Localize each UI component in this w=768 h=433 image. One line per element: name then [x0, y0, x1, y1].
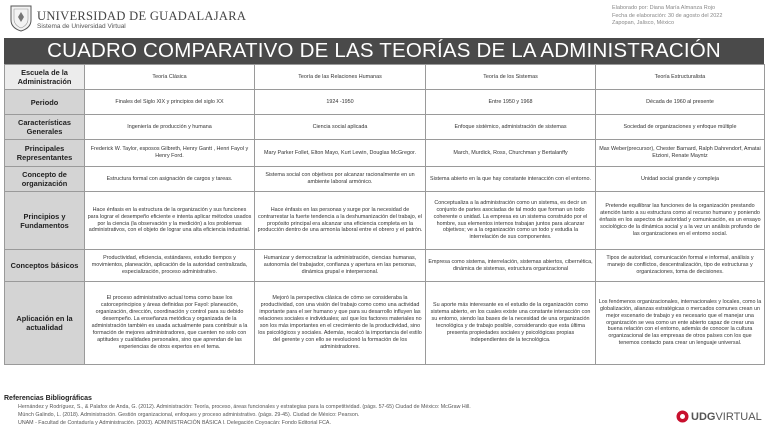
row-header: Conceptos básicos	[5, 250, 85, 282]
table-cell: Mary Parker Follet, Elton Mayo, Kurt Lewin, Douglas McGregor.	[255, 140, 426, 167]
table-row	[5, 282, 765, 365]
table-cell: Pretende equilibrar las funciones de la organización prestando atención tanto a su estructura como al recurso humano y poniendo énfasis en los aspectos de autoridad y comunicación, es un ensayo sociológico de la dinámica social y a la vez un análisis profundo de las organizaciones en el entorno social.	[596, 192, 765, 250]
table-row	[5, 115, 765, 140]
table-cell: Conceptualiza a la administración como un sistema, es decir un conjunto de partes asociadas de tal modo que forman un todo coherente o unidad. La empresa es un sistema construido por el hombre, sus elementos internos trabajan juntos para alcanzar objetivos; ve a la organización como un todo y estudia la interrelación de sus componentes.	[426, 192, 596, 250]
logo-text-udg: UDG	[691, 411, 716, 423]
table-cell: Sistema social con objetivos por alcanzar racionalmente en un ambiente laboral armónico.	[255, 167, 426, 192]
row-header: Periodo	[5, 90, 85, 115]
row-header: Características Generales	[5, 115, 85, 140]
university-seal-icon	[10, 5, 32, 32]
comparison-table	[4, 64, 765, 365]
references-title: Referencias Bibliográficas	[4, 395, 92, 402]
table-cell: Década de 1960 al presente	[596, 90, 765, 115]
row-header: Escuela de la Administración	[5, 65, 85, 90]
row-header: Principales Representantes	[5, 140, 85, 167]
table-row	[5, 250, 765, 282]
table-row	[5, 167, 765, 192]
row-header: Aplicación en la actualidad	[5, 282, 85, 365]
table-cell: Tipos de autoridad, comunicación formal e informal, análisis y manejo de conflictos, descentralización, tipo de estructuras y organizaciones, toma de decisiones.	[596, 250, 765, 282]
table-cell: Sociedad de organizaciones y enfoque múltiple	[596, 115, 765, 140]
meta-place: Zapopan, Jalisco, México	[612, 20, 675, 26]
table-cell: Teoría Clásica	[85, 65, 255, 90]
table-cell: March, Murdick, Ross, Churchman y Bertalanffy	[426, 140, 596, 167]
table-cell: Productividad, eficiencia, estándares, estudio tiempos y movimientos, planeación, aplicación de la autoridad centralizada, especialización, proceso administrativo.	[85, 250, 255, 282]
row-header: Concepto de organización	[5, 167, 85, 192]
logo-wordmark	[691, 410, 762, 424]
table-cell: Teoría de los Sistemas	[426, 65, 596, 90]
table-cell: Su aporte más interesante es el estudio de la organización como sistema abierto, en los cuales existe una constante interacción con su entorno, siendo las bases de la necesidad de una organización tecnológica y de trabajo posible, considerando que esta última presenta propiedades sociales y psicológicas propias independientes de la tecnológica.	[426, 282, 596, 365]
table-cell: Max Weber(precursor), Chester Barnard, Ralph Dahrendorf, Amatai Etzioni, Renate Mayntz	[596, 140, 765, 167]
table-cell: 1924 -1950	[255, 90, 426, 115]
logo-mark-icon	[676, 410, 689, 423]
table-cell: Frederick W. Taylor, esposos Gilbreth, Henry Gantt , Henri Fayol y Henry Ford.	[85, 140, 255, 167]
table-cell: Teoría Estructuralista	[596, 65, 765, 90]
reference-item: UNAM - Facultad de Contaduría y Administración. (2003). ADMINISTRACIÓN BÁSICA I. Delegación Coyoacán: Fondo Editorial FCA.	[18, 419, 331, 426]
meta-date: Fecha de elaboración: 30 de agosto del 2022	[612, 12, 723, 19]
table-cell: Ingeniería de producción y humana	[85, 115, 255, 140]
table-cell: Mejoró la perspectiva clásica de cómo se consideraba la productividad, con una visión del trabajo como como una actividad importante para el ser humano y que para su desarrollo influyen las relaciones sociales e individuales; así que los factores materiales no son los más importantes en el crecimiento de la productividad, sino los psicológicos y sociales. Además, recalcó la importancia del estilo del gerente y con ello se revolucionó la formación de los administradores.	[255, 282, 426, 365]
table-cell: Ciencia social aplicada	[255, 115, 426, 140]
logo-text-virtual: VIRTUAL	[715, 411, 762, 423]
table-cell: Entre 1950 y 1968	[426, 90, 596, 115]
table-row	[5, 90, 765, 115]
page-header	[0, 0, 768, 37]
table-row	[5, 65, 765, 90]
table-cell: Los fenómenos organizacionales, internacionales y locales, como la globalización, alianzas estratégicas o mercados comunes crean un mejor escenario de trabajo y es necesario que el manejar una organización se vea como un ente abierto capaz de crear una buena relación con el entorno, además de conocer la cultura organizacional de las empresas de otros países con los que tenemos contacto para crear un lenguaje universal.	[596, 282, 765, 365]
row-header: Principios y Fundamentos	[5, 192, 85, 250]
table-cell: Finales del Siglo XIX y principios del siglo XX	[85, 90, 255, 115]
table-cell: Unidad social grande y compleja	[596, 167, 765, 192]
table-cell: El proceso administrativo actual toma como base los catorceprincipios y áreas definidas por Fayol: planeación, organización, dirección, coordinación y control para su debido desempeño. La enseñanza metódica y organizada de la administración también es usada actualmente para contribuir a la formación de mejores administradores, que cuenten no solo con aptitudes y cualidades personales, sino que aprendan de las experiencias de otros expertos en el tema.	[85, 282, 255, 365]
university-system: Sistema de Universidad Virtual	[37, 23, 126, 30]
table-row	[5, 140, 765, 167]
table-cell: Estructura formal con asignación de cargos y tareas.	[85, 167, 255, 192]
table-cell: Hace énfasis en la estructura de la organización y sus funciones para lograr el desempeño eficiente e intenta aplicar métodos usados por la ciencia (la observación y la medición) a los problemas administrativos, con el objeto de lograr una alta eficiencia industrial.	[85, 192, 255, 250]
table-cell: Humanizar y democratizar la administración, ciencias humanas, autonomía del trabajador, confianza y apertura en las personas, dinámica grupal e interpersonal.	[255, 250, 426, 282]
table-cell: Empresa como sistema, interrelación, sistemas abiertos, cibernética, dinámica de sistemas, estructura organizacional	[426, 250, 596, 282]
table-cell: Hace énfasis en las personas y surge por la necesidad de contrarrestar la fuerte tendencia a la deshumanización del trabajo, el propósito principal era alcanzar una eficiencia completa en la producción dentro de una armonía laboral entre el obrero y el patrón.	[255, 192, 426, 250]
references	[4, 395, 604, 427]
reference-item: Münch Galindo, L. (2018). Administración. Gestión organizacional, enfoques y proceso administrativo. (págs. 29-45). Ciudad de México: Pearson.	[18, 411, 360, 418]
university-name: UNIVERSIDAD DE GUADALAJARA	[37, 9, 247, 23]
table-cell: Teoría de las Relaciones Humanas	[255, 65, 426, 90]
document-meta	[612, 5, 722, 28]
page-title: CUADRO COMPARATIVO DE LAS TEORÍAS DE LA ADMINISTRACIÓN	[4, 38, 764, 64]
reference-item: Hernández y Rodríguez, S., & Palafox de Anda, G. (2012). Administración: Teoría, proceso, áreas funcionales y estrategias para la competitividad. (págs. 57-65) Ciudad de México: McGraw Hill.	[18, 404, 471, 410]
table-cell: Enfoque sistémico, administración de sistemas	[426, 115, 596, 140]
table-cell: Sistema abierto en la que hay constante interacción con el entorno.	[426, 167, 596, 192]
table-row	[5, 192, 765, 250]
meta-author: Elaborado por: Diana María Almanza Rojo	[612, 5, 716, 11]
